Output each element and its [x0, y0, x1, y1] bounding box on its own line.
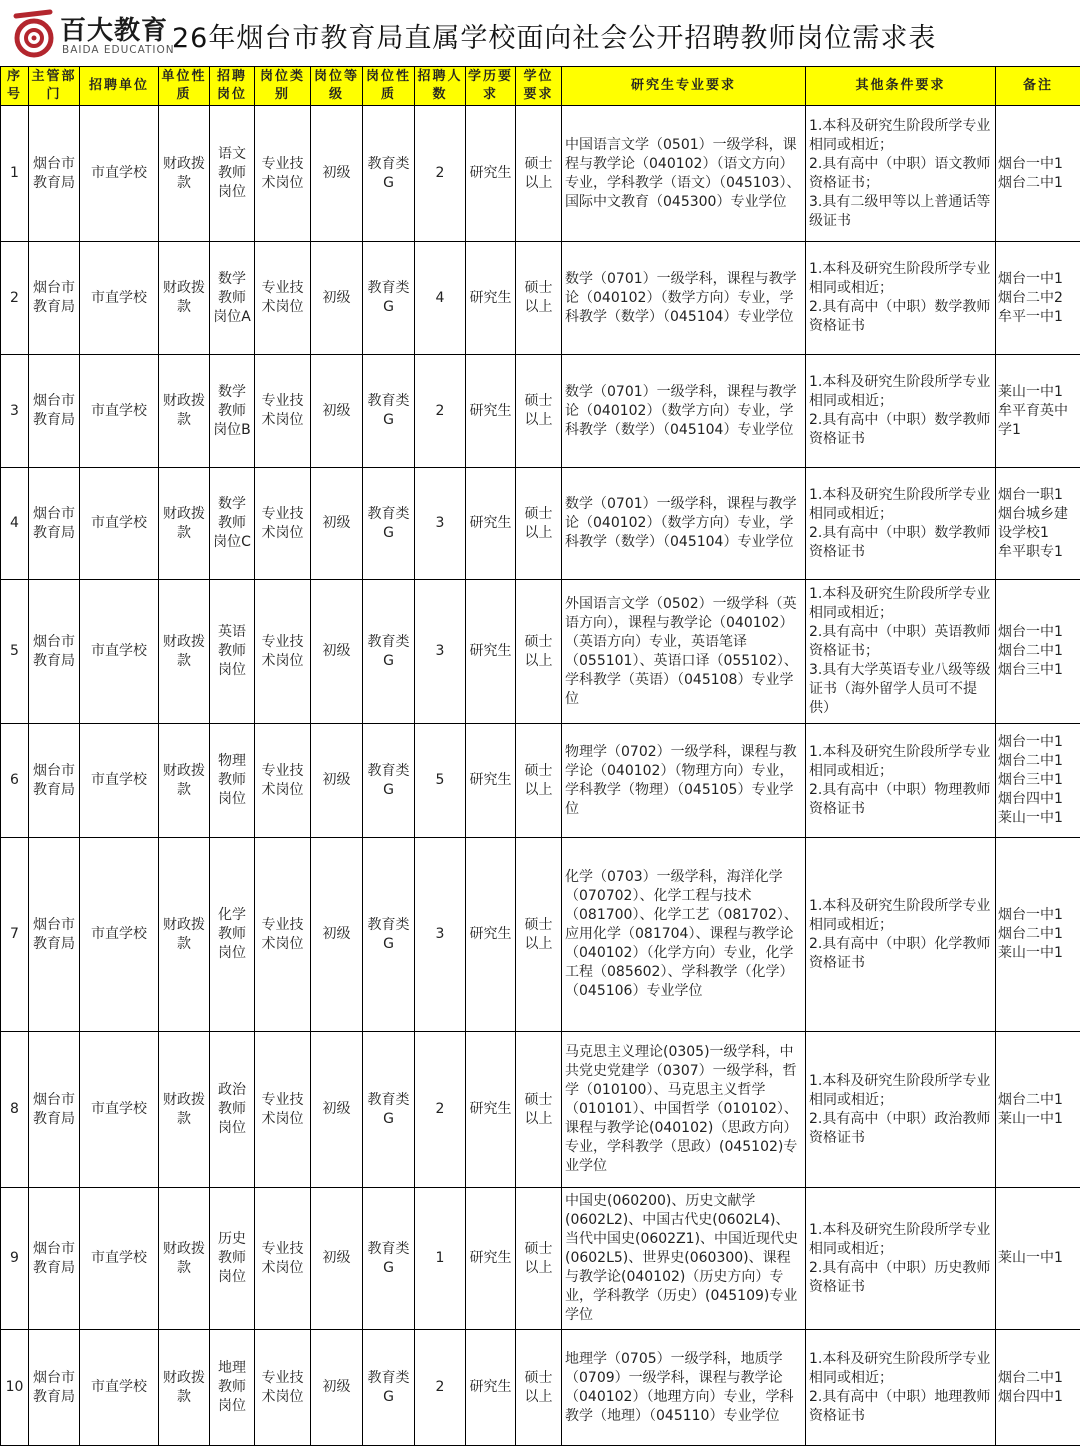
cell-education: 研究生 [466, 724, 516, 838]
cell-count: 2 [415, 1032, 466, 1188]
cell-education: 研究生 [466, 355, 516, 468]
cell-count: 3 [415, 580, 466, 724]
cell-category: 专业技术岗位 [255, 1330, 311, 1446]
table-row [1, 355, 1080, 468]
cell-unit: 市直学校 [80, 1032, 159, 1188]
table-row [1, 1330, 1080, 1446]
baida-logo-icon [10, 8, 58, 60]
cell-post: 英语教师岗位 [210, 580, 255, 724]
cell-seq: 9 [1, 1188, 29, 1330]
table-row [1, 468, 1080, 580]
column-header: 招聘岗位 [210, 67, 255, 106]
cell-dept: 烟台市教育局 [29, 468, 80, 580]
cell-education: 研究生 [466, 1032, 516, 1188]
cell-post-nature: 教育类G [363, 106, 415, 242]
cell-degree: 硕士以上 [516, 1330, 562, 1446]
cell-category: 专业技术岗位 [255, 242, 311, 355]
cell-count: 5 [415, 724, 466, 838]
cell-unit: 市直学校 [80, 580, 159, 724]
cell-post: 政治教师岗位 [210, 1032, 255, 1188]
cell-dept: 烟台市教育局 [29, 106, 80, 242]
cell-nature: 财政拨款 [159, 468, 210, 580]
cell-seq: 3 [1, 355, 29, 468]
cell-level: 初级 [311, 242, 363, 355]
cell-unit: 市直学校 [80, 838, 159, 1032]
cell-level: 初级 [311, 468, 363, 580]
cell-education: 研究生 [466, 1330, 516, 1446]
cell-level: 初级 [311, 106, 363, 242]
cell-unit: 市直学校 [80, 242, 159, 355]
column-header: 备注 [996, 67, 1080, 106]
cell-post-nature: 教育类G [363, 724, 415, 838]
cell-major: 外国语言文学（0502）一级学科（英语方向），课程与教学论（040102）（英语方向）专业，英语笔译（055101）、英语口译（055102）、学科教学（英语）（045108）专业学位 [562, 580, 806, 724]
document-title: 26年烟台市教育局直属学校面向社会公开招聘教师岗位需求表 [172, 23, 937, 54]
cell-nature: 财政拨款 [159, 355, 210, 468]
cell-level: 初级 [311, 1188, 363, 1330]
cell-major: 马克思主义理论(0305)一级学科，中共党史党建学（0307）一级学科，哲学（010100）、马克思主义哲学（010101）、中国哲学（010102）、课程与教学论(040102)（思政方向）专业，学科教学（思政）(045102)专业学位 [562, 1032, 806, 1188]
column-header: 主管部门 [29, 67, 80, 106]
cell-nature: 财政拨款 [159, 1330, 210, 1446]
cell-seq: 1 [1, 106, 29, 242]
cell-post: 数学教师岗位A [210, 242, 255, 355]
cell-note: 烟台二中1 莱山一中1 [996, 1032, 1080, 1188]
column-header: 单位性质 [159, 67, 210, 106]
cell-post-nature: 教育类G [363, 468, 415, 580]
column-header: 招聘单位 [80, 67, 159, 106]
column-header: 序号 [1, 67, 29, 106]
cell-major: 物理学（0702）一级学科，课程与教学论（040102）（物理方向）专业，学科教学（物理）（045105）专业学位 [562, 724, 806, 838]
cell-post: 历史教师岗位 [210, 1188, 255, 1330]
cell-post: 语文教师岗位 [210, 106, 255, 242]
cell-nature: 财政拨款 [159, 838, 210, 1032]
cell-conditions: 1.本科及研究生阶段所学专业相同或相近； 2.具有高中（中职）数学教师资格证书 [806, 468, 996, 580]
cell-education: 研究生 [466, 468, 516, 580]
cell-conditions: 1.本科及研究生阶段所学专业相同或相近； 2.具有高中（中职）地理教师资格证书 [806, 1330, 996, 1446]
cell-seq: 2 [1, 242, 29, 355]
cell-major: 中国语言文学（0501）一级学科，课程与教学论（040102）（语文方向）专业，学科教学（语文）（045103）、国际中文教育（045300）专业学位 [562, 106, 806, 242]
cell-conditions: 1.本科及研究生阶段所学专业相同或相近； 2.具有高中（中职）政治教师资格证书 [806, 1032, 996, 1188]
cell-nature: 财政拨款 [159, 724, 210, 838]
cell-post: 物理教师岗位 [210, 724, 255, 838]
table-row [1, 242, 1080, 355]
cell-degree: 硕士以上 [516, 724, 562, 838]
column-header: 学位要求 [516, 67, 562, 106]
cell-degree: 硕士以上 [516, 1188, 562, 1330]
table-row [1, 1188, 1080, 1330]
cell-post-nature: 教育类G [363, 1032, 415, 1188]
cell-unit: 市直学校 [80, 1188, 159, 1330]
cell-nature: 财政拨款 [159, 1032, 210, 1188]
cell-category: 专业技术岗位 [255, 580, 311, 724]
cell-major: 数学（0701）一级学科，课程与教学论（040102）（数学方向）专业，学科教学（数学）（045104）专业学位 [562, 355, 806, 468]
cell-education: 研究生 [466, 106, 516, 242]
recruitment-table [0, 66, 1080, 1446]
cell-nature: 财政拨款 [159, 580, 210, 724]
cell-note: 莱山一中1 [996, 1188, 1080, 1330]
cell-note: 烟台一中1 烟台二中2 牟平一中1 [996, 242, 1080, 355]
cell-seq: 7 [1, 838, 29, 1032]
cell-dept: 烟台市教育局 [29, 580, 80, 724]
cell-count: 2 [415, 1330, 466, 1446]
cell-post: 数学教师岗位B [210, 355, 255, 468]
header-row [1, 67, 1080, 106]
cell-post-nature: 教育类G [363, 580, 415, 724]
cell-education: 研究生 [466, 580, 516, 724]
cell-category: 专业技术岗位 [255, 724, 311, 838]
cell-education: 研究生 [466, 838, 516, 1032]
cell-major: 中国史(060200)、历史文献学(0602L2)、中国古代史(0602L4)、当代中国史(0602Z1)、中国近现代史(0602L5)、世界史(060300)、课程与教学论(040102)（历史方向）专业，学科教学（历史）(045109)专业学位 [562, 1188, 806, 1330]
cell-dept: 烟台市教育局 [29, 242, 80, 355]
cell-conditions: 1.本科及研究生阶段所学专业相同或相近； 2.具有高中（中职）英语教师资格证书； 3.具有大学英语专业八级等级证书（海外留学人员可不提供） [806, 580, 996, 724]
cell-major: 地理学（0705）一级学科，地质学（0709）一级学科，课程与教学论（040102）（地理方向）专业，学科教学（地理）（045110）专业学位 [562, 1330, 806, 1446]
table-row [1, 580, 1080, 724]
table-row [1, 838, 1080, 1032]
cell-note: 烟台二中1 烟台四中1 [996, 1330, 1080, 1446]
cell-conditions: 1.本科及研究生阶段所学专业相同或相近； 2.具有高中（中职）物理教师资格证书 [806, 724, 996, 838]
cell-post: 数学教师岗位C [210, 468, 255, 580]
cell-category: 专业技术岗位 [255, 1032, 311, 1188]
cell-count: 2 [415, 106, 466, 242]
cell-note: 烟台一中1 烟台二中1 烟台三中1 烟台四中1 莱山一中1 [996, 724, 1080, 838]
cell-degree: 硕士以上 [516, 1032, 562, 1188]
table-row [1, 724, 1080, 838]
cell-post-nature: 教育类G [363, 242, 415, 355]
cell-count: 4 [415, 242, 466, 355]
cell-post-nature: 教育类G [363, 1330, 415, 1446]
cell-dept: 烟台市教育局 [29, 1032, 80, 1188]
cell-degree: 硕士以上 [516, 355, 562, 468]
cell-seq: 6 [1, 724, 29, 838]
column-header: 岗位类别 [255, 67, 311, 106]
cell-education: 研究生 [466, 1188, 516, 1330]
cell-seq: 8 [1, 1032, 29, 1188]
cell-note: 烟台一中1 烟台二中1 烟台三中1 [996, 580, 1080, 724]
cell-seq: 10 [1, 1330, 29, 1446]
cell-category: 专业技术岗位 [255, 838, 311, 1032]
cell-degree: 硕士以上 [516, 838, 562, 1032]
cell-conditions: 1.本科及研究生阶段所学专业相同或相近； 2.具有高中（中职）化学教师资格证书 [806, 838, 996, 1032]
cell-level: 初级 [311, 1330, 363, 1446]
cell-conditions: 1.本科及研究生阶段所学专业相同或相近； 2.具有高中（中职）数学教师资格证书 [806, 242, 996, 355]
cell-education: 研究生 [466, 242, 516, 355]
cell-seq: 5 [1, 580, 29, 724]
cell-post-nature: 教育类G [363, 355, 415, 468]
cell-category: 专业技术岗位 [255, 468, 311, 580]
cell-seq: 4 [1, 468, 29, 580]
cell-unit: 市直学校 [80, 468, 159, 580]
brand-subtitle: BAIDA EDUCATION [62, 44, 175, 56]
cell-dept: 烟台市教育局 [29, 1330, 80, 1446]
cell-count: 3 [415, 468, 466, 580]
cell-post: 地理教师岗位 [210, 1330, 255, 1446]
cell-unit: 市直学校 [80, 724, 159, 838]
page-header [0, 0, 1080, 66]
cell-level: 初级 [311, 724, 363, 838]
cell-note: 烟台一中1 烟台二中1 莱山一中1 [996, 838, 1080, 1032]
cell-dept: 烟台市教育局 [29, 355, 80, 468]
cell-major: 数学（0701）一级学科，课程与教学论（040102）（数学方向）专业，学科教学（数学）（045104）专业学位 [562, 468, 806, 580]
table-header [1, 67, 1080, 106]
cell-major: 数学（0701）一级学科，课程与教学论（040102）（数学方向）专业，学科教学（数学）（045104）专业学位 [562, 242, 806, 355]
cell-category: 专业技术岗位 [255, 355, 311, 468]
column-header: 研究生专业要求 [562, 67, 806, 106]
column-header: 其他条件要求 [806, 67, 996, 106]
cell-level: 初级 [311, 838, 363, 1032]
cell-conditions: 1.本科及研究生阶段所学专业相同或相近； 2.具有高中（中职）数学教师资格证书 [806, 355, 996, 468]
cell-nature: 财政拨款 [159, 242, 210, 355]
cell-dept: 烟台市教育局 [29, 1188, 80, 1330]
cell-nature: 财政拨款 [159, 1188, 210, 1330]
cell-category: 专业技术岗位 [255, 106, 311, 242]
cell-unit: 市直学校 [80, 355, 159, 468]
cell-degree: 硕士以上 [516, 106, 562, 242]
cell-major: 化学（0703）一级学科，海洋化学（070702）、化学工程与技术（081700）、化学工艺（081702）、应用化学（081704）、课程与教学论（040102）（化学方向）专业，化学工程（085602）、学科教学（化学）（045106）专业学位 [562, 838, 806, 1032]
cell-count: 2 [415, 355, 466, 468]
cell-count: 3 [415, 838, 466, 1032]
cell-post-nature: 教育类G [363, 838, 415, 1032]
column-header: 学历要求 [466, 67, 516, 106]
cell-degree: 硕士以上 [516, 580, 562, 724]
table-row [1, 1032, 1080, 1188]
cell-unit: 市直学校 [80, 1330, 159, 1446]
cell-unit: 市直学校 [80, 106, 159, 242]
table-body [1, 106, 1080, 1446]
cell-post: 化学教师岗位 [210, 838, 255, 1032]
cell-post-nature: 教育类G [363, 1188, 415, 1330]
cell-dept: 烟台市教育局 [29, 838, 80, 1032]
column-header: 岗位等级 [311, 67, 363, 106]
cell-conditions: 1.本科及研究生阶段所学专业相同或相近； 2.具有高中（中职）语文教师资格证书； 3.具有二级甲等以上普通话等级证书 [806, 106, 996, 242]
column-header: 岗位性质 [363, 67, 415, 106]
cell-degree: 硕士以上 [516, 242, 562, 355]
cell-dept: 烟台市教育局 [29, 724, 80, 838]
cell-category: 专业技术岗位 [255, 1188, 311, 1330]
brand-name: 百大教育 [60, 16, 169, 46]
cell-count: 1 [415, 1188, 466, 1330]
cell-level: 初级 [311, 580, 363, 724]
cell-level: 初级 [311, 355, 363, 468]
cell-conditions: 1.本科及研究生阶段所学专业相同或相近； 2.具有高中（中职）历史教师资格证书 [806, 1188, 996, 1330]
cell-degree: 硕士以上 [516, 468, 562, 580]
cell-note: 烟台一职1 烟台城乡建设学校1 牟平职专1 [996, 468, 1080, 580]
cell-note: 烟台一中1 烟台二中1 [996, 106, 1080, 242]
cell-nature: 财政拨款 [159, 106, 210, 242]
cell-note: 莱山一中1 牟平育英中学1 [996, 355, 1080, 468]
column-header: 招聘人数 [415, 67, 466, 106]
cell-level: 初级 [311, 1032, 363, 1188]
table-row [1, 106, 1080, 242]
